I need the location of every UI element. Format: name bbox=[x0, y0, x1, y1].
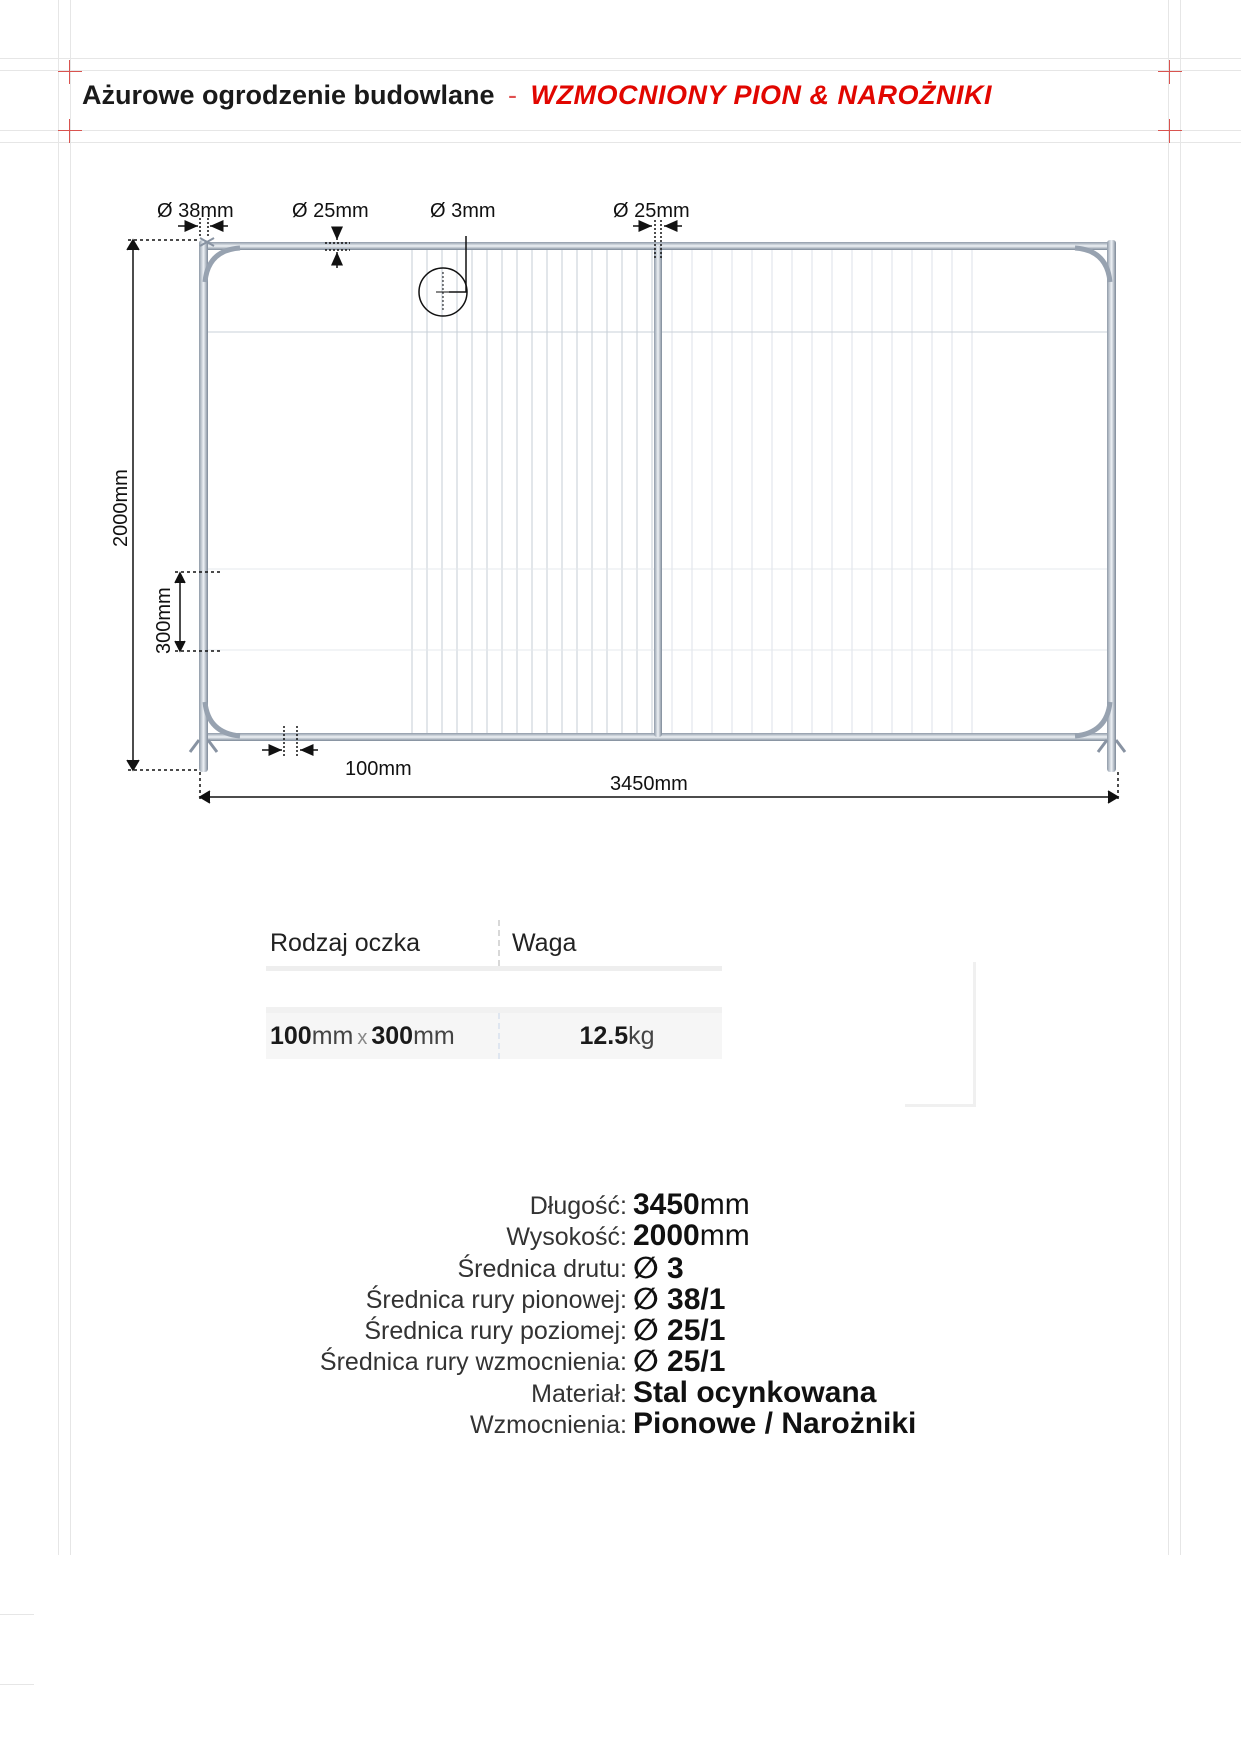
title-main: Ażurowe ogrodzenie budowlane bbox=[82, 80, 495, 110]
spec-value: ∅ 25/1 bbox=[633, 1345, 726, 1379]
page-guide bbox=[0, 130, 1241, 131]
crop-mark bbox=[58, 119, 82, 143]
spec-row bbox=[0, 1219, 1241, 1253]
dim-mesh-width-label: 100mm bbox=[345, 758, 412, 780]
spec-value: Stal ocynkowana bbox=[633, 1375, 877, 1409]
spec-value: 3450mm bbox=[633, 1188, 750, 1221]
decorative-bracket bbox=[905, 962, 976, 1107]
dim-mesh-height-label: 300mm bbox=[153, 587, 175, 654]
spec-value: ∅ 38/1 bbox=[633, 1282, 726, 1316]
table-spacer bbox=[266, 971, 722, 1013]
spec-value: 2000mm bbox=[633, 1219, 750, 1253]
specifications bbox=[0, 1188, 1241, 1441]
cell-mesh-type: 100mm x 300mm bbox=[270, 1021, 455, 1050]
spec-value: ∅ 3 bbox=[633, 1251, 684, 1285]
mesh-weight-table bbox=[266, 920, 722, 1059]
page-guide bbox=[0, 142, 1241, 143]
spec-row bbox=[0, 1376, 1241, 1407]
dim-wire-label: Ø 3mm bbox=[430, 200, 496, 222]
spec-label: Wzmocnienia: bbox=[470, 1411, 627, 1440]
dim-length-label: 3450mm bbox=[610, 773, 688, 795]
page-guide bbox=[0, 1684, 34, 1685]
dim-height-label: 2000mm bbox=[110, 469, 132, 547]
page-guide bbox=[0, 58, 1241, 59]
fence-frame bbox=[190, 238, 1125, 772]
title-subtitle: WZMOCNIONY PION & NAROŻNIKI bbox=[530, 80, 993, 110]
spec-label: Średnica rury poziomej: bbox=[364, 1317, 627, 1346]
fence-drawing bbox=[0, 180, 1241, 820]
spec-row bbox=[0, 1344, 1241, 1379]
spec-label: Długość: bbox=[529, 1192, 627, 1220]
page-guide bbox=[0, 70, 1241, 71]
spec-label: Średnica rury pionowej: bbox=[365, 1285, 627, 1314]
dim-post-label: Ø 38mm bbox=[157, 200, 234, 222]
spec-row bbox=[0, 1282, 1241, 1316]
page-title bbox=[82, 80, 1162, 111]
header-weight: Waga bbox=[498, 920, 722, 966]
header-mesh-type: Rodzaj oczka bbox=[270, 928, 421, 957]
dim-reinforcement-label: Ø 25mm bbox=[613, 200, 690, 222]
spec-label: Średnica drutu: bbox=[457, 1254, 627, 1283]
spec-row bbox=[0, 1251, 1241, 1285]
spec-row bbox=[0, 1407, 1241, 1441]
cell-weight: 12.5 kg bbox=[498, 1013, 722, 1059]
spec-row bbox=[0, 1313, 1241, 1348]
spec-row bbox=[0, 1188, 1241, 1219]
crop-mark bbox=[1158, 119, 1182, 143]
spec-value: Pionowe / Narożniki bbox=[633, 1407, 917, 1441]
spec-label: Materiał: bbox=[531, 1379, 627, 1408]
spec-label: Wysokość: bbox=[506, 1223, 627, 1252]
spec-value: ∅ 25/1 bbox=[633, 1314, 726, 1348]
crop-mark bbox=[58, 60, 82, 84]
dim-rail-label: Ø 25mm bbox=[292, 200, 369, 222]
table-row bbox=[266, 1013, 722, 1059]
title-separator: - bbox=[508, 80, 518, 110]
page-guide bbox=[0, 1614, 34, 1615]
table-header bbox=[266, 920, 722, 971]
spec-label: Średnica rury wzmocnienia: bbox=[319, 1348, 627, 1377]
